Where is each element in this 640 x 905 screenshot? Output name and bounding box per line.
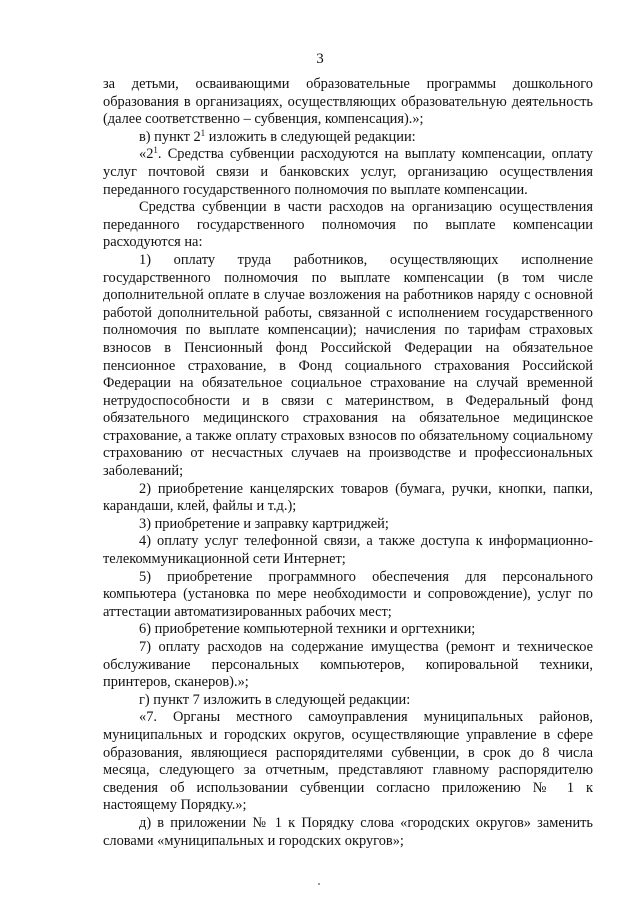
paragraph-continuation: за детьми, осваивающими образовательные программы дошкольного образования в организациях, осуществляющих образовательную деятельность (далее соответственно – субвенция, компенсация).»; xyxy=(103,76,593,128)
text-segment: «2 xyxy=(139,146,154,163)
document-body xyxy=(103,76,593,850)
text-segment: изложить в следующей редакции: xyxy=(205,128,416,145)
list-item-6: 6) приобретение компьютерной техники и оргтехники; xyxy=(139,621,476,638)
paragraph-item-v xyxy=(103,129,593,147)
paragraph-clause-7: «7. Органы местного самоуправления муниципальных районов, муниципальных и городских округов, осуществляющие управление в сфере образования, являющиеся распорядителями субвенции, в срок до 8 числа месяца, следующего за отчетным, представляют главному распорядителю сведения об использовании субвенции согласно приложению № 1 к настоящему Порядку.»; xyxy=(103,709,593,814)
paragraph-clause-2-1 xyxy=(103,146,593,199)
text-segment: в) пункт 2 xyxy=(139,128,201,145)
paragraph-item-g: г) пункт 7 изложить в следующей редакции: xyxy=(139,691,411,708)
list-item-7: 7) оплату расходов на содержание имущества (ремонт и техническое обслуживание персональных компьютеров, копировальной техники, принтеров, сканеров).»; xyxy=(103,639,593,691)
text-segment: . Средства субвенции расходуются на выплату компенсации, оплату услуг почтовой связи и банковских услуг, организацию осуществления переданного государственного полномочия по выплате компенсации. xyxy=(103,146,593,198)
list-item-3: 3) приобретение и заправку картриджей; xyxy=(139,515,389,532)
list-item-2: 2) приобретение канцелярских товаров (бумага, ручки, кнопки, папки, карандаши, клей, файлы и т.д.); xyxy=(103,480,593,515)
list-item-1: 1) оплату труда работников, осуществляющих исполнение государственного полномочия по выплате компенсации (в том числе дополнительной оплате в случае возложения на работников наряду с основной работой дополнительной работы, связанной с исполнением государственного полномочия по выплате компенсации); начисления по тарифам страховых взносов в Пенсионный фонд Российской Федерации на обязательное пенсионное страхование, в Фонд социального страхования Российской Федерации на обязательное социальное страхование на случай временной нетрудоспособности и в связи с материнством, в Федеральный фонд обязательного медицинского страхования на обязательное медицинское страхование, а также оплату страховых взносов по обязательному социальному страхованию от несчастных случаев на производстве и профессиональных заболеваний; xyxy=(103,251,593,480)
superscript: 1 xyxy=(200,127,206,138)
superscript: 1 xyxy=(153,145,158,156)
paragraph-item-d: д) в приложении № 1 к Порядку слова «городских округов» заменить словами «муниципальных и городских округов»; xyxy=(103,814,593,849)
paragraph-expenses-intro: Средства субвенции в части расходов на организацию осуществления переданного государственного полномочия по выплате компенсации расходуются на: xyxy=(103,199,593,251)
list-item-5: 5) приобретение программного обеспечения для персонального компьютера (установка по мере необходимости и сопровождение), услуг по аттестации автоматизированных рабочих мест; xyxy=(103,568,593,620)
list-item-4: 4) оплату услуг телефонной связи, а также доступа к информационно-телекоммуникационной сети Интернет; xyxy=(103,533,593,568)
scan-speck xyxy=(318,883,320,885)
page-number: 3 xyxy=(316,51,324,67)
